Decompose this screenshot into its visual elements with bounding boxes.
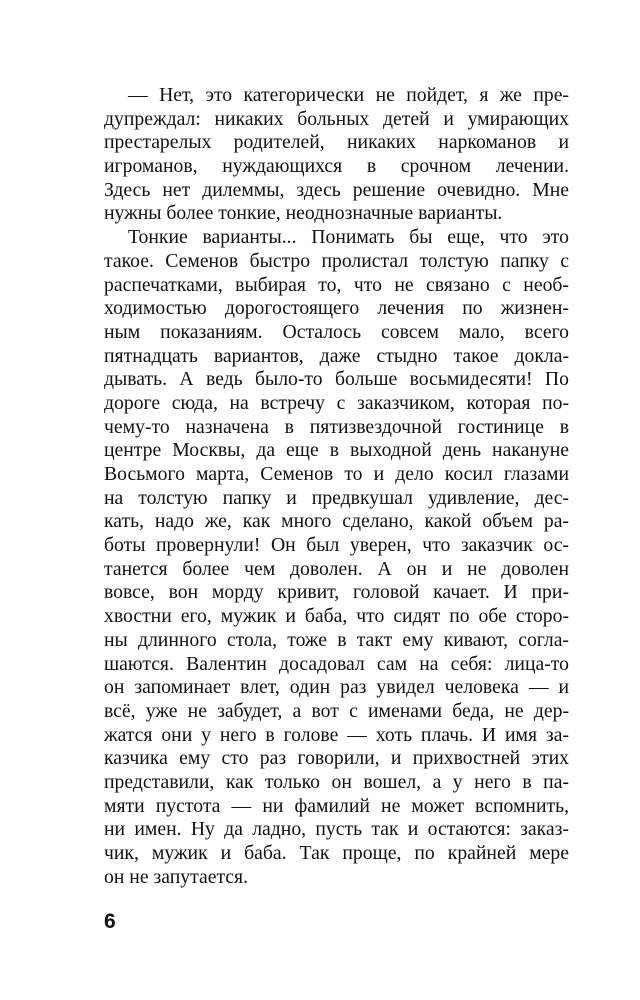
text-line: ным показаниям. Осталось совсем мало, всего [104,320,569,343]
text-line: кать, надо же, как много сделано, какой объем ра- [104,510,569,533]
text-line: распечатками, выбирая то, что не связано с необ- [104,273,569,296]
text-line: шаются. Валентин досадовал сам на себя: лица-то [104,652,569,675]
text-line: всё, уже не забудет, а вот с именами беда, не дер- [104,699,569,722]
text-line: танется более чем доволен. А он и не доволен [104,557,569,580]
text-line: чик, мужик и баба. Так проще, по крайней мере [104,842,569,864]
page-number: 6 [104,910,116,933]
text-line: дупреждал: никаких больных детей и умирающих [104,107,569,130]
text-line: дывать. А ведь было-то больше восьмидесяти! По [104,368,569,391]
text-line: — Нет, это категорически не пойдет, я же пре- [128,84,569,106]
text-line: ни имен. Ну да ладно, пусть так и остаются: заказ- [104,818,569,841]
text-line: нужны более тонкие, неоднозначные варианты. [104,202,503,225]
text-line: пятнадцать вариантов, даже стыдно такое докла- [104,344,569,367]
text-line: казчика ему сто раз говорили, и прихвостней этих [104,747,569,770]
text-line: жатся они у него в голове — хоть плачь. И имя за- [104,723,569,746]
text-line: Тонкие варианты... Понимать бы еще, что это [128,226,569,249]
text-line: чему-то назначена в пятизвездочной гостинице в [104,415,569,438]
page-text [104,84,569,889]
text-line: престарелых родителей, никаких наркоманов и [104,131,569,154]
paragraph [104,226,569,889]
paragraph [104,84,569,226]
text-line: хвостни его, мужик и баба, что сидят по обе сторо- [104,605,569,628]
text-line: Здесь нет дилеммы, здесь решение очевидно. Мне [104,178,569,201]
text-line: ходимостью дорогостоящего лечения по жизнен- [104,297,569,320]
text-line: на толстую папку и предвкушал удивление, дес- [104,486,569,509]
text-line: боты провернули! Он был уверен, что заказчик ос- [104,534,569,557]
text-line: мяти пустота — ни фамилий не может вспомнить, [104,794,569,817]
text-line: дороге сюда, на встречу с заказчиком, которая по- [104,391,569,414]
text-line: он запоминает влет, один раз увидел человека — и [104,676,569,699]
text-line: представили, как только он вошел, а у него в па- [104,770,569,793]
text-line: Восьмого марта, Семенов то и дело косил глазами [104,463,569,485]
text-line: центре Москвы, да еще в выходной день накануне [104,439,569,462]
text-line: такое. Семенов быстро пролистал толстую папку с [104,249,569,272]
text-line: вовсе, вон морду кривит, головой качает. И при- [104,581,569,604]
text-line: игроманов, нуждающихся в срочном лечении. [104,155,569,178]
text-line: ны длинного стола, тоже в такт ему кивают, согла- [104,628,569,651]
text-line: он не запутается. [104,865,249,888]
